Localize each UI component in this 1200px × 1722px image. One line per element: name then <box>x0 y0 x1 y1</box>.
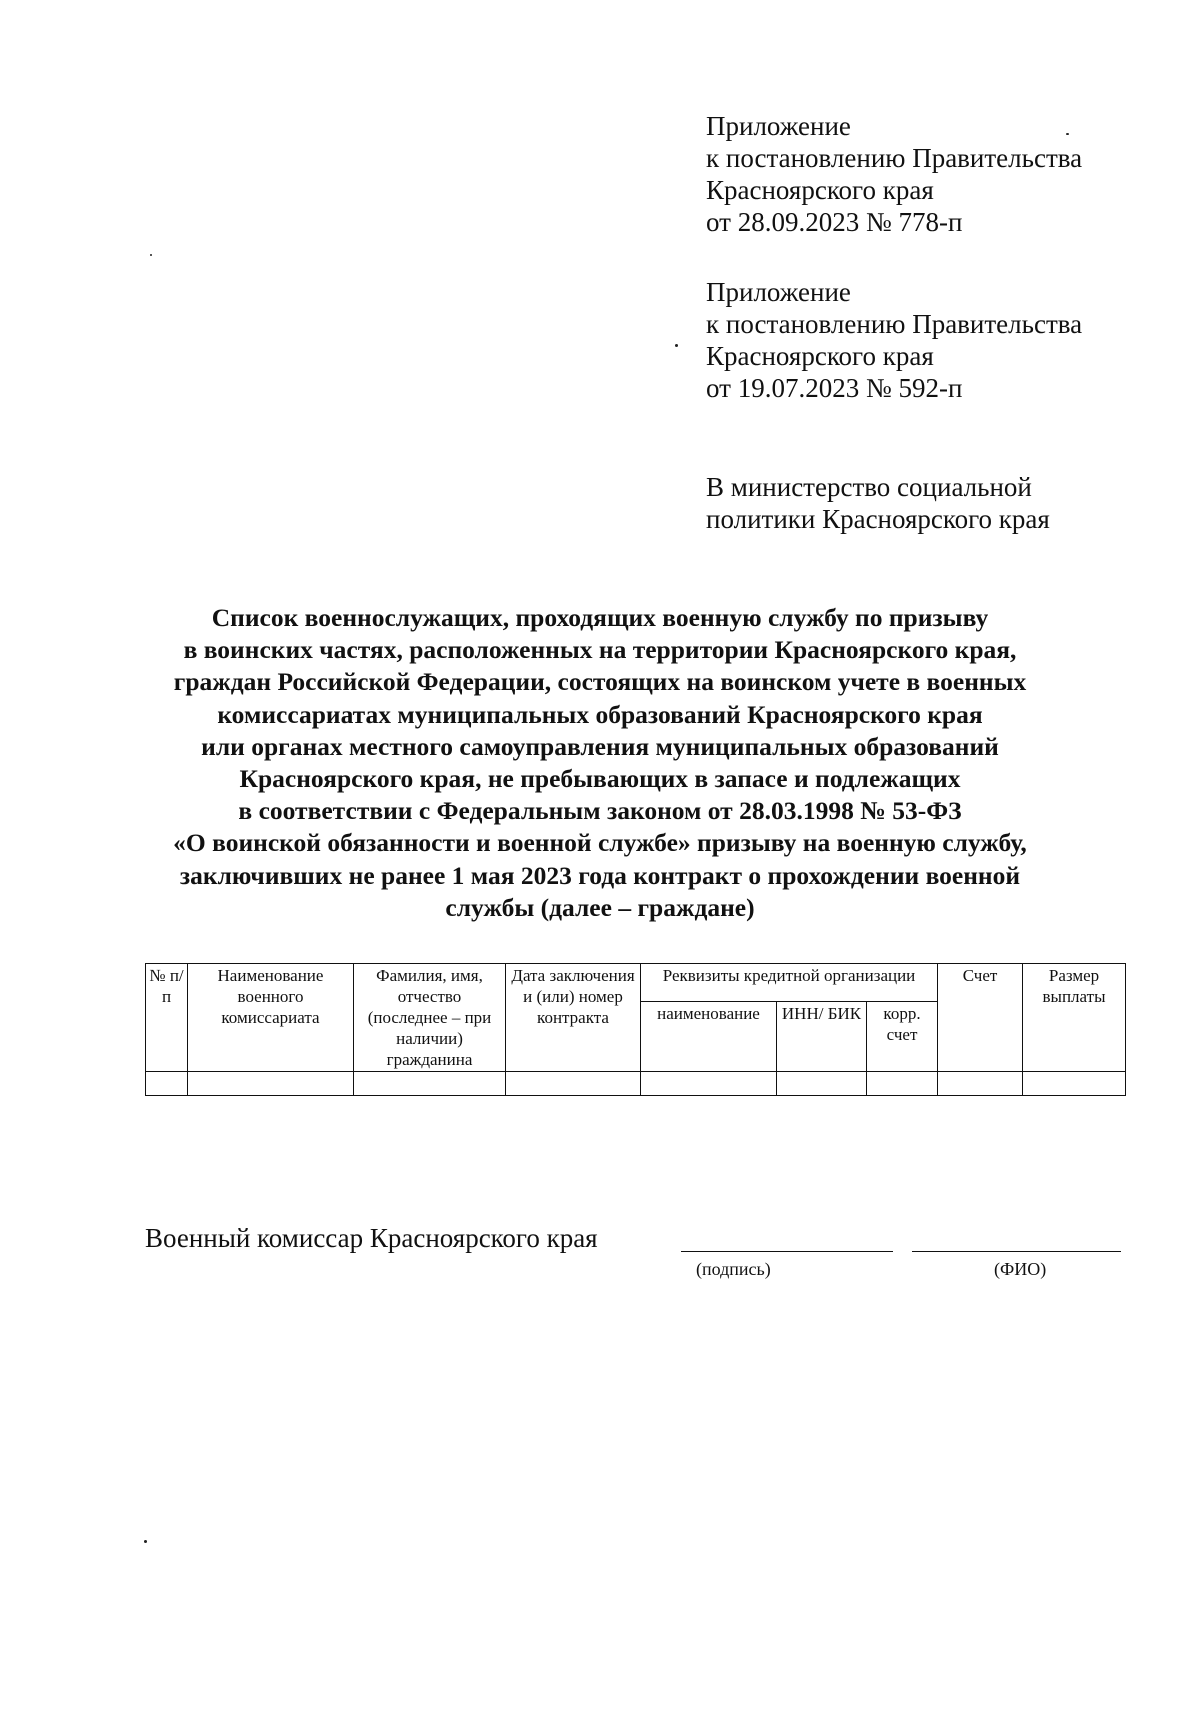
appendix-line: Приложение <box>706 111 851 141</box>
title-line: заключивших не ранее 1 мая 2023 года контракт о прохождении военной <box>179 860 1021 890</box>
table-cell <box>867 1072 938 1096</box>
appendix-line: к постановлению Правительства <box>706 309 1083 339</box>
table-cell <box>354 1072 506 1096</box>
addressee-line: В министерство социальной <box>706 472 1032 502</box>
appendix-line: Приложение <box>706 277 851 307</box>
appendix-current <box>706 110 1082 238</box>
signatory-title: Военный комиссар Красноярского края <box>145 1223 598 1253</box>
title-line: комиссариатах муниципальных образований Красноярского края <box>217 699 983 729</box>
table-row <box>146 1072 1126 1096</box>
col-header-inn-bik: ИНН/ БИК <box>777 1001 867 1071</box>
table-cell <box>506 1072 641 1096</box>
col-header-contract: Дата заключения и (или) номер контракта <box>506 964 641 1072</box>
appendix-line: Красноярского края <box>706 341 934 371</box>
table-cell <box>1023 1072 1126 1096</box>
title-line: «О воинской обязанности и военной службе» призыву на военную службу, <box>173 828 1027 858</box>
appendix-previous <box>706 276 1082 404</box>
document-title <box>110 602 1090 924</box>
table-cell <box>938 1072 1023 1096</box>
table-cell <box>146 1072 188 1096</box>
scan-speck <box>1066 133 1069 135</box>
title-line: службы (далее – граждане) <box>445 892 755 922</box>
table-cell <box>641 1072 777 1096</box>
signature-line <box>681 1251 893 1252</box>
col-header-number: № п/п <box>146 964 188 1072</box>
servicemen-table <box>145 963 1126 1096</box>
appendix-line: от 28.09.2023 № 778-п <box>706 207 963 237</box>
full-name-caption: (ФИО) <box>994 1259 1047 1279</box>
signature-block <box>145 1222 1125 1292</box>
addressee-line: политики Красноярского края <box>706 504 1050 534</box>
col-header-account: Счет <box>938 964 1023 1072</box>
col-header-bank-name: наименование <box>641 1001 777 1071</box>
col-header-corr-account: корр. счет <box>867 1001 938 1071</box>
addressee <box>706 471 1050 535</box>
full-name-line <box>912 1251 1121 1252</box>
title-line: граждан Российской Федерации, состоящих на воинском учете в военных <box>173 667 1027 697</box>
title-line: или органах местного самоуправления муниципальных образований <box>201 731 999 761</box>
title-line: в соответствии с Федеральным законом от 28.03.1998 № 53-ФЗ <box>238 796 962 826</box>
scan-speck <box>144 1540 147 1543</box>
col-header-commissariat: Наименование военного комиссариата <box>188 964 354 1072</box>
col-header-full-name: Фамилия, имя, отчество (последнее – при наличии) гражданина <box>354 964 506 1072</box>
table-cell <box>777 1072 867 1096</box>
col-header-bank-group: Реквизиты кредитной организации <box>641 964 938 1002</box>
scan-speck <box>150 254 152 256</box>
col-header-payment: Размер выплаты <box>1023 964 1126 1072</box>
signature-caption: (подпись) <box>696 1259 771 1279</box>
scan-speck <box>675 344 678 347</box>
table-cell <box>188 1072 354 1096</box>
title-line: Красноярского края, не пребывающих в запасе и подлежащих <box>239 764 961 794</box>
appendix-line: от 19.07.2023 № 592-п <box>706 373 963 403</box>
appendix-line: Красноярского края <box>706 175 934 205</box>
appendix-line: к постановлению Правительства <box>706 143 1083 173</box>
title-line: в воинских частях, расположенных на территории Красноярского края, <box>183 635 1017 665</box>
title-line: Список военнослужащих, проходящих военную службу по призыву <box>211 603 989 632</box>
